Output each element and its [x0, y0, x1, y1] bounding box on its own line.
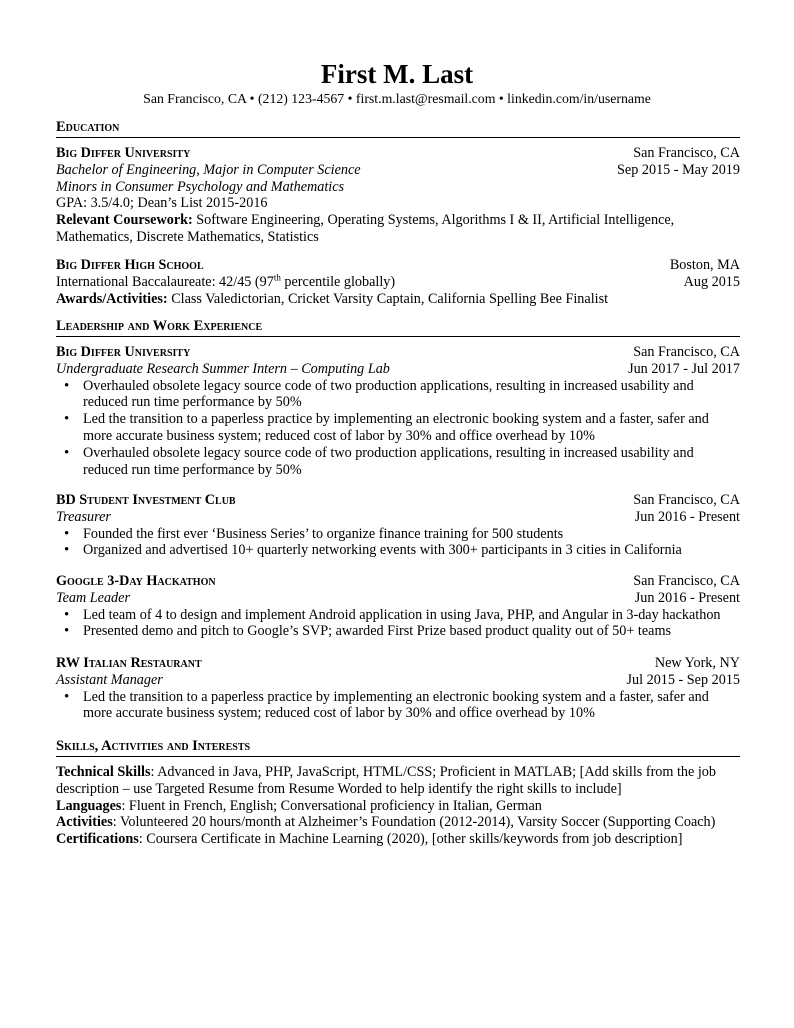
school-location: Boston, MA: [669, 257, 740, 273]
bullet-item: • Founded the first ever ‘Business Series’ to organize finance training for 500 students: [56, 526, 740, 543]
org-location: San Francisco, CA: [633, 344, 740, 360]
role-dates: Jun 2016 - Present: [634, 589, 740, 606]
experience-entry: [56, 492, 740, 559]
skills-label: Languages: [56, 797, 122, 814]
ib-score-tail: percentile globally): [280, 273, 396, 290]
coursework-label: Relevant Coursework:: [56, 212, 193, 229]
coursework-text: Software Engineering, Operating Systems, Algorithms I & II, Artificial Intelligence, Mathematics, Discrete Mathematics, Statistics: [56, 212, 675, 245]
org-name: Google 3-Day Hackathon: [56, 573, 216, 589]
bullet-list: [56, 526, 740, 560]
candidate-name: First M. Last: [320, 59, 474, 89]
bullet-item: • Led the transition to a paperless practice by implementing an electronic booking system and a faster, safer and more accurate business system; reduced cost of labor by 30% and office overhead by 10%: [56, 411, 740, 445]
skills-label: Certifications: [56, 831, 139, 848]
section-heading-experience: Leadership and Work Experience: [56, 318, 740, 337]
ib-score-sup: th: [273, 272, 281, 283]
experience-entry: [56, 344, 740, 478]
role-dates: Jun 2017 - Jul 2017: [628, 360, 740, 377]
education-university: [56, 145, 740, 246]
school-location: San Francisco, CA: [633, 145, 740, 161]
experience-entry: [56, 655, 740, 722]
org-name: BD Student Investment Club: [56, 492, 236, 508]
bullet-item: • Led team of 4 to design and implement Android application in using Java, PHP, and Angular in 3-day hackathon: [56, 607, 740, 624]
bullet-list: [56, 378, 740, 479]
awards-text: Class Valedictorian, Cricket Varsity Captain, California Spelling Bee Finalist: [171, 290, 609, 307]
experience-entry: [56, 573, 740, 640]
section-heading-education: Education: [56, 119, 740, 138]
bullet-item: • Organized and advertised 10+ quarterly networking events with 300+ participants in 3 cities in California: [56, 542, 740, 559]
ib-score: [56, 274, 395, 291]
education-high-school: [56, 257, 740, 307]
skills-text: : Advanced in Java, PHP, JavaScript, HTML/CSS; Proficient in MATLAB; [Add skills from the job description – use Targeted Resume from Resume Worded to help identify the right skills to include]: [56, 764, 716, 797]
school-dates: Sep 2015 - May 2019: [617, 161, 740, 178]
role-dates: Jul 2015 - Sep 2015: [626, 671, 740, 688]
minors: Minors in Consumer Psychology and Mathematics: [56, 178, 345, 195]
org-location: San Francisco, CA: [633, 573, 740, 589]
skills-certifications: [56, 831, 740, 848]
skills-text: : Volunteered 20 hours/month at Alzheimer’s Foundation (2012-2014), Varsity Soccer (Supporting Coach): [112, 814, 716, 831]
bullet-list: [56, 689, 740, 723]
skills-languages: [56, 798, 740, 815]
skills-technical: [56, 764, 740, 798]
org-location: San Francisco, CA: [633, 492, 740, 508]
role-title: Treasurer: [56, 508, 111, 525]
school-dates: Aug 2015: [683, 273, 740, 290]
org-location: New York, NY: [654, 655, 740, 671]
role-title: Undergraduate Research Summer Intern – Computing Lab: [56, 360, 390, 377]
skills-text: : Coursera Certificate in Machine Learning (2020), [other skills/keywords from job description]: [138, 831, 683, 848]
ib-score-text: International Baccalaureate: 42/45 (97: [56, 273, 274, 290]
role-title: Team Leader: [56, 589, 130, 606]
skills-activities: [56, 814, 740, 831]
role-dates: Jun 2016 - Present: [634, 508, 740, 525]
degree: Bachelor of Engineering, Major in Computer Science: [56, 161, 361, 178]
bullet-item: • Overhauled obsolete legacy source code of two production applications, resulting in increased usability and reduced run time performance by 50%: [56, 445, 740, 479]
bullet-item: • Led the transition to a paperless practice by implementing an electronic booking system and a faster, safer and more accurate business system; reduced cost of labor by 30% and office overhead by 10%: [56, 689, 740, 723]
school-name: Big Differ University: [56, 145, 191, 161]
awards-label: Awards/Activities:: [56, 290, 168, 307]
awards: [56, 291, 740, 308]
skills-label: Technical Skills: [56, 764, 151, 780]
gpa: GPA: 3.5/4.0; Dean’s List 2015-2016: [56, 195, 268, 212]
bullet-item: • Presented demo and pitch to Google’s SVP; awarded First Prize based product quality out of 50+ teams: [56, 623, 740, 640]
bullet-item: • Overhauled obsolete legacy source code of two production applications, resulting in increased usability and reduced run time performance by 50%: [56, 378, 740, 412]
school-name: Big Differ High School: [56, 257, 204, 273]
org-name: RW Italian Restaurant: [56, 655, 202, 671]
section-heading-skills: Skills, Activities and Interests: [56, 738, 740, 757]
contact-line: San Francisco, CA • (212) 123-4567 • first.m.last@resmail.com • linkedin.com/in/username: [143, 91, 651, 106]
org-name: Big Differ University: [56, 344, 191, 360]
coursework: [56, 212, 740, 246]
skills-label: Activities: [56, 814, 113, 831]
skills-text: : Fluent in French, English; Conversational proficiency in Italian, German: [121, 797, 542, 814]
role-title: Assistant Manager: [56, 671, 163, 688]
bullet-list: [56, 607, 740, 641]
skills-block: [56, 764, 740, 848]
